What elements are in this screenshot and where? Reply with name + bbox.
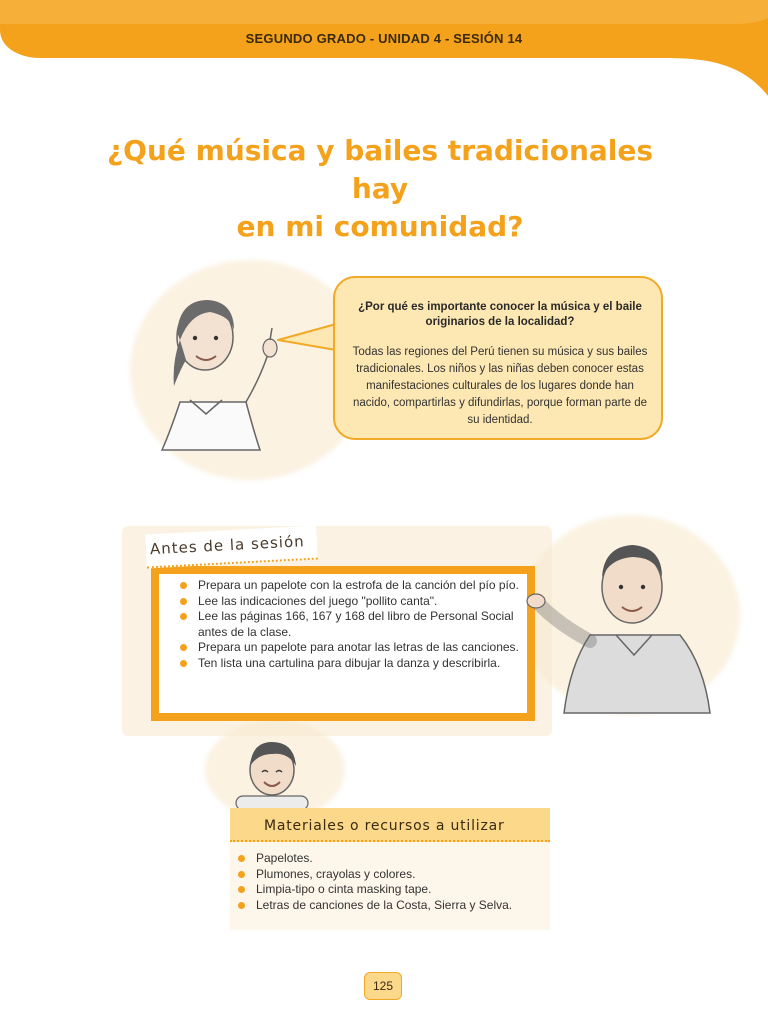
page-title-line-2: en mi comunidad? — [236, 210, 524, 243]
list-item: Plumones, crayolas y colores. — [232, 867, 542, 883]
list-item: Limpia-tipo o cinta masking tape. — [232, 882, 542, 898]
boy-illustration — [520, 525, 730, 715]
list-item: Lee las páginas 166, 167 y 168 del libro de Personal Social antes de la clase. — [174, 609, 524, 640]
list-item: Lee las indicaciones del juego "pollito canta". — [174, 594, 524, 610]
header-band — [0, 0, 768, 96]
list-item: Letras de canciones de la Costa, Sierra y Selva. — [232, 898, 542, 914]
list-item: Ten lista una cartulina para dibujar la danza y describirla. — [174, 656, 524, 672]
materiales-heading: Materiales o recursos a utilizar — [264, 818, 505, 834]
speech-bubble-tail — [276, 318, 338, 358]
bubble-question: ¿Por qué es importante conocer la música y el baile originarios de la localidad? — [358, 301, 642, 328]
page-title-line-1: ¿Qué música y bailes tradicionales hay — [106, 134, 654, 205]
materiales-list — [232, 851, 542, 913]
antes-heading: Antes de la sesión — [145, 526, 317, 569]
speech-bubble — [333, 276, 663, 440]
antes-list — [174, 578, 524, 671]
list-item: Papelotes. — [232, 851, 542, 867]
list-item: Prepara un papelote con la estrofa de la canción del pío pío. — [174, 578, 524, 594]
girl-illustration — [150, 282, 290, 452]
page-title — [80, 132, 680, 246]
page-number: 125 — [364, 972, 402, 1000]
list-item: Prepara un papelote para anotar las letras de las canciones. — [174, 640, 524, 656]
child-illustration — [222, 732, 322, 812]
bubble-paragraph: Todas las regiones del Perú tienen su música y sus bailes tradicionales. Los niños y las niñas deben conocer estas manifestaciones culturales de los lugares donde han nacido, compartirlas y difundirlas, porque forman parte de su identidad. — [352, 346, 648, 426]
header-title: SEGUNDO GRADO - UNIDAD 4 - SESIÓN 14 — [245, 31, 523, 46]
